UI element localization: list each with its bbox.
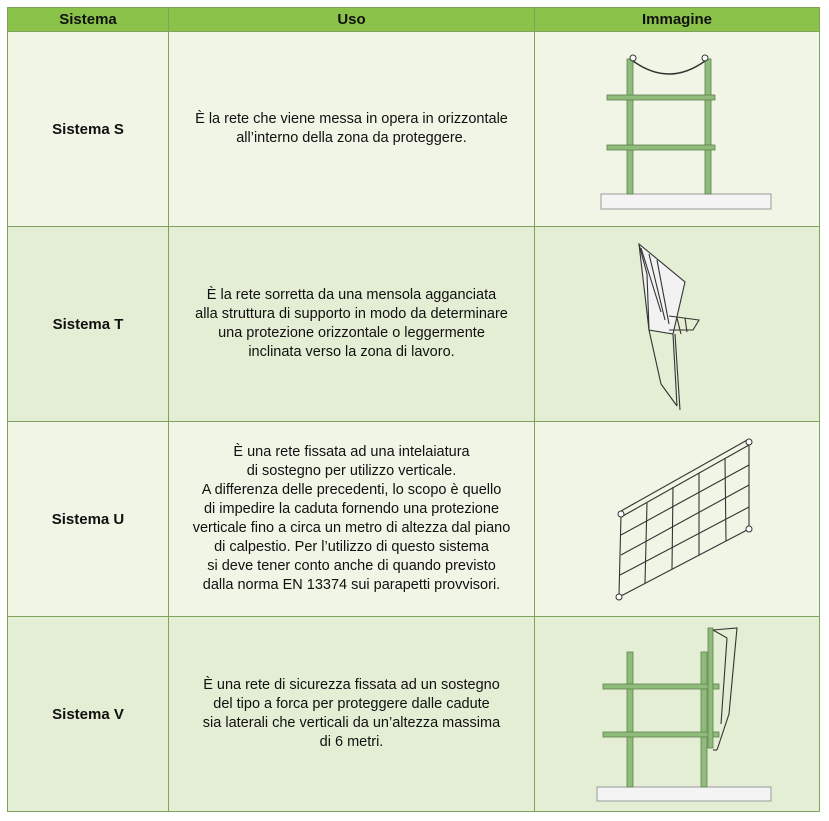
usage-line: di 6 metri. xyxy=(319,734,384,750)
usage-line: una protezione orizzontale o leggermente xyxy=(218,325,485,341)
usage-line: È la rete sorretta da una mensola agganciata xyxy=(206,287,497,303)
system-usage xyxy=(169,422,535,617)
usage-line: all’interno della zona da proteggere. xyxy=(236,130,467,146)
usage-line: inclinata verso la zona di lavoro. xyxy=(248,344,455,360)
safety-net-systems-table xyxy=(7,7,820,812)
table-row xyxy=(8,617,820,812)
table-row xyxy=(8,32,820,227)
vertical-frame-net-illustration-icon xyxy=(577,429,777,609)
usage-line: di sostegno per utilizzo verticale. xyxy=(246,463,457,479)
system-name: Sistema T xyxy=(8,227,169,422)
usage-line: verticale fino a circa un metro di altezza dal piano xyxy=(192,520,511,536)
system-name: Sistema U xyxy=(8,422,169,617)
table-row xyxy=(8,422,820,617)
usage-line: È la rete che viene messa in opera in orizzontale xyxy=(195,111,508,127)
system-image-cell xyxy=(535,32,820,227)
usage-line: alla struttura di supporto in modo da determinare xyxy=(195,306,508,322)
system-image-cell xyxy=(535,422,820,617)
header-sistema: Sistema xyxy=(8,8,169,32)
system-name: Sistema S xyxy=(8,32,169,227)
usage-line: del tipo a forca per proteggere dalle cadute xyxy=(213,696,490,712)
table-row xyxy=(8,227,820,422)
usage-line: si deve tener conto anche di quando previsto xyxy=(207,558,496,574)
system-usage xyxy=(169,227,535,422)
header-immagine: Immagine xyxy=(535,8,820,32)
usage-line: dalla norma EN 13374 sui parapetti provvisori. xyxy=(202,577,501,593)
usage-line: sia laterali che verticali da un’altezza massima xyxy=(202,715,501,731)
usage-line: È una rete fissata ad una intelaiatura xyxy=(233,444,470,460)
system-image-cell xyxy=(535,227,820,422)
usage-line: di calpestio. Per l’utilizzo di questo sistema xyxy=(214,539,489,555)
system-name: Sistema V xyxy=(8,617,169,812)
system-usage xyxy=(169,32,535,227)
system-image-cell xyxy=(535,617,820,812)
fork-support-net-illustration-icon xyxy=(577,624,777,804)
horizontal-safety-net-illustration-icon xyxy=(577,39,777,219)
usage-line: È una rete di sicurezza fissata ad un sostegno xyxy=(203,677,500,693)
system-usage xyxy=(169,617,535,812)
usage-line: A differenza delle precedenti, lo scopo è quello xyxy=(201,482,502,498)
bracket-supported-net-illustration-icon xyxy=(577,234,777,414)
header-uso: Uso xyxy=(169,8,535,32)
usage-line: di impedire la caduta fornendo una protezione xyxy=(203,501,500,517)
header-row xyxy=(8,8,820,32)
